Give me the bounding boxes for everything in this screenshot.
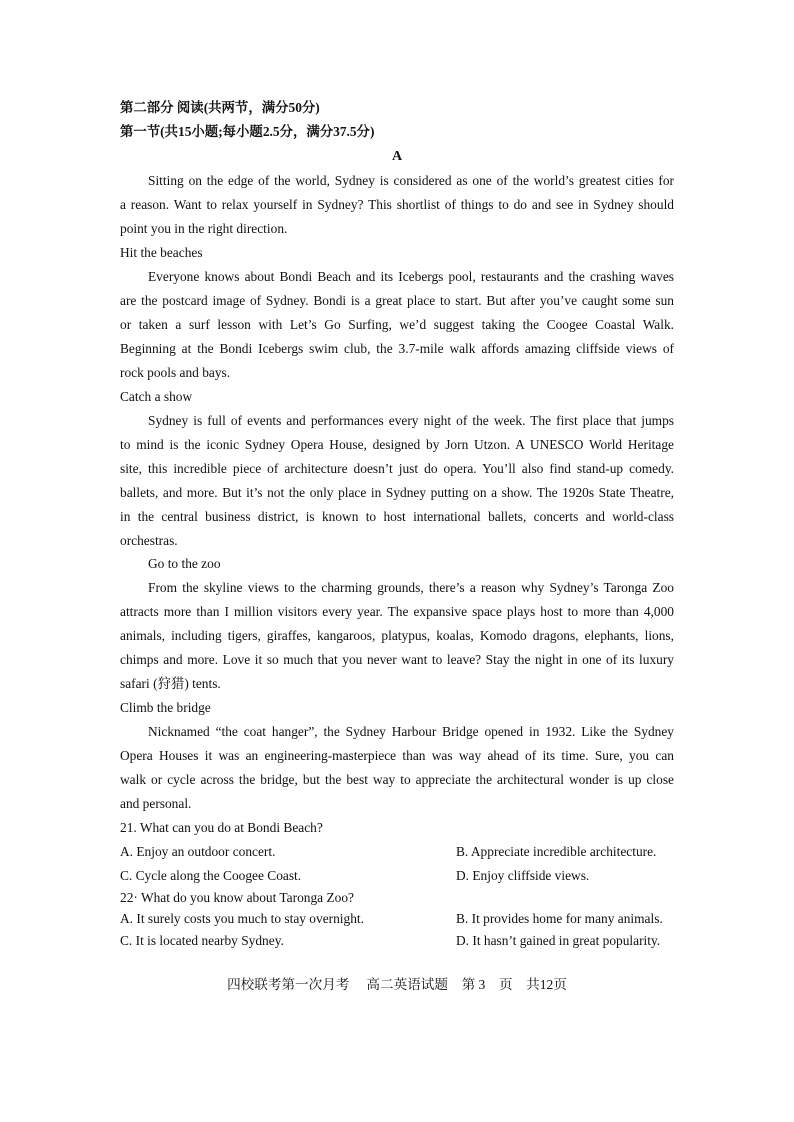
question-22-option-b: B. It provides home for many animals.: [456, 911, 663, 926]
section-heading-beaches: Hit the beaches: [120, 245, 203, 260]
question-21-option-b: B. Appreciate incredible architecture.: [456, 844, 657, 859]
part-title: 第二部分 阅读(共两节，满分50分): [120, 100, 320, 115]
question-22-option-c: C. It is located nearby Sydney.: [120, 933, 284, 948]
paragraph-line: or taken a surf lesson with Let’s Go Surfing, we’d suggest taking the Coogee Coastal Walk.: [120, 317, 674, 332]
paragraph-line: From the skyline views to the charming grounds, there’s a reason why Sydney’s Taronga Zoo: [148, 580, 674, 595]
paragraph-line: Everyone knows about Bondi Beach and its Icebergs pool, restaurants and the crashing waves: [148, 269, 674, 284]
passage-label: A: [391, 149, 403, 164]
paragraph-line: Opera Houses it was an engineering-masterpiece than was way ahead of its time. Sure, you can: [120, 748, 674, 763]
question-21-option-a: A. Enjoy an outdoor concert.: [120, 844, 276, 859]
question-21-stem: 21. What can you do at Bondi Beach?: [120, 820, 323, 835]
section-heading-zoo: Go to the zoo: [148, 556, 221, 571]
paragraph-line: safari (狩猎) tents.: [120, 676, 221, 691]
paragraph-line: animals, including tigers, giraffes, kangaroos, platypus, koalas, Komodo dragons, elephants, lions,: [120, 628, 674, 643]
paragraph-line: and personal.: [120, 796, 192, 811]
question-22-stem: 22· What do you know about Taronga Zoo?: [120, 890, 354, 905]
intro-line: a reason. Want to relax yourself in Sydney? This shortlist of things to do and see in Sydney should: [120, 197, 674, 212]
paragraph-line: Beginning at the Bondi Icebergs swim club, the 3.7-mile walk affords amazing cliffside views of: [120, 341, 674, 356]
section-heading-bridge: Climb the bridge: [120, 700, 211, 715]
question-22-option-d: D. It hasn’t gained in great popularity.: [456, 933, 661, 948]
paragraph-line: walk or cycle across the bridge, but the best way to appreciate the architectural wonder is up close: [120, 772, 674, 787]
paragraph-line: ballets, and more. But it’s not the only place in Sydney putting on a show. The 1920s State Theatre,: [120, 485, 674, 500]
paragraph-line: chimps and more. Love it so much that you never want to leave? Stay the night in one of its luxury: [120, 652, 674, 667]
paragraph-line: site, this incredible piece of architecture doesn’t just do opera. You’ll also find stand-up comedy.: [120, 461, 674, 476]
section-title: 第一节(共15小题;每小题2.5分，满分37.5分): [120, 124, 375, 139]
question-21-option-d: D. Enjoy cliffside views.: [456, 868, 590, 883]
paragraph-line: attracts more than I million visitors every year. The expansive space plays host to more than 4,000: [120, 604, 674, 619]
paragraph-line: Sydney is full of events and performances every night of the week. The first place that jumps: [148, 413, 674, 428]
paragraph-line: in the central business district, is known to host international ballets, concerts and world-class: [120, 509, 674, 524]
paragraph-line: rock pools and bays.: [120, 365, 231, 380]
question-21-option-c: C. Cycle along the Coogee Coast.: [120, 868, 302, 883]
intro-line: point you in the right direction.: [120, 221, 288, 236]
paragraph-line: orchestras.: [120, 533, 178, 548]
question-22-option-a: A. It surely costs you much to stay overnight.: [120, 911, 364, 926]
intro-line: Sitting on the edge of the world, Sydney is considered as one of the world’s greatest cities for: [148, 173, 674, 188]
paragraph-line: to mind is the iconic Sydney Opera House, designed by Jorn Utzon. A UNESCO World Heritage: [120, 437, 674, 452]
paragraph-line: Nicknamed “the coat hanger”, the Sydney Harbour Bridge opened in 1932. Like the Sydney: [148, 724, 674, 739]
page-footer: 四校联考第一次月考 高二英语试题 第 3 页 共12页: [227, 977, 567, 992]
section-heading-show: Catch a show: [120, 389, 193, 404]
paragraph-line: are the postcard image of Sydney. Bondi is a great place to start. But after you’ve caught some sun: [120, 293, 674, 308]
